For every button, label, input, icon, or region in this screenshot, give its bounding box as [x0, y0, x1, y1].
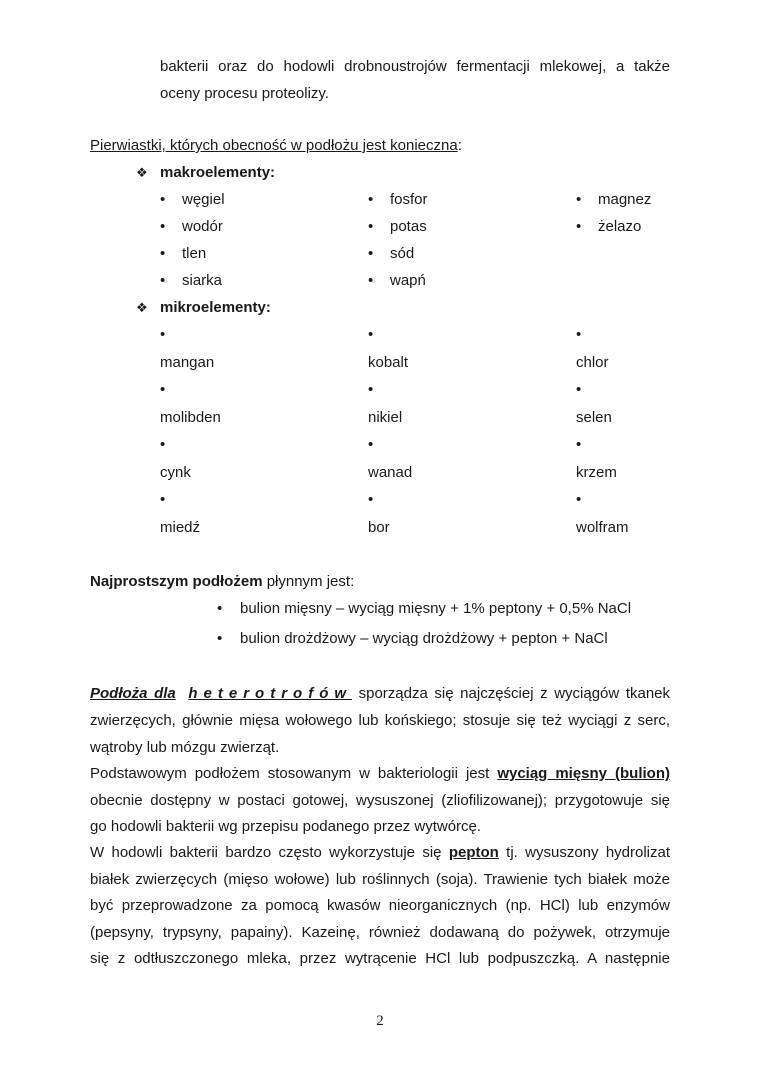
bullet-dot-icon: •: [576, 436, 582, 453]
list-item: nikiel: [368, 409, 403, 426]
list-item: chlor: [576, 354, 609, 371]
list-item: żelazo: [598, 218, 642, 235]
bullet-dot-icon: •: [576, 191, 582, 208]
p1-line-2: zwierzęcych, głównie mięsa wołowego lub końskiego; stosuje się też wyciągi z serc,: [90, 712, 670, 729]
bullet-dot-icon: •: [217, 630, 223, 647]
p2-line-1: Podstawowym podłożem stosowanym w bakteriologii jest wyciąg mięsny (bulion): [90, 765, 670, 782]
list-item: krzem: [576, 464, 617, 481]
bullet-dot-icon: •: [368, 191, 374, 208]
bullet-dot-icon: •: [576, 218, 582, 235]
intro-line-2: oceny procesu proteolizy.: [160, 85, 329, 102]
list-item: miedź: [160, 519, 201, 536]
medium-item-1: bulion mięsny – wyciąg mięsny + 1% peptony + 0,5% NaCl: [240, 600, 632, 617]
list-item: mangan: [160, 354, 215, 371]
bullet-dot-icon: •: [368, 245, 374, 262]
bullet-dot-icon: •: [368, 326, 374, 343]
bullet-dot-icon: •: [160, 436, 166, 453]
list-item: siarka: [182, 272, 223, 289]
list-item: selen: [576, 409, 612, 426]
p2-line-3: go hodowli bakterii wg przepisu podanego przez wytwórcę.: [90, 818, 482, 835]
page-number: 2: [376, 1013, 384, 1029]
p3-line-4: (pepsyny, trypsyny, papainy). Kazeinę, również dodawaną do pożywek, otrzymuje: [90, 924, 670, 941]
bullet-dot-icon: •: [160, 272, 166, 289]
list-item: potas: [390, 218, 427, 235]
list-item: fosfor: [390, 191, 428, 208]
bullet-dot-icon: •: [160, 491, 166, 508]
diamond-bullet-icon: ❖: [136, 300, 148, 315]
list-item: magnez: [598, 191, 652, 208]
bullet-dot-icon: •: [368, 381, 374, 398]
list-item: wanad: [368, 464, 413, 481]
list-item: sód: [390, 245, 415, 262]
bullet-dot-icon: •: [160, 191, 166, 208]
list-item: wodór: [182, 218, 223, 235]
p1-line-3: wątroby lub mózgu zwierząt.: [90, 739, 280, 756]
list-item: wolfram: [576, 519, 629, 536]
micro-title: mikroelementy:: [160, 299, 271, 316]
list-item: kobalt: [368, 354, 409, 371]
elements-heading: Pierwiastki, których obecność w podłożu jest konieczna:: [90, 137, 462, 154]
list-item: tlen: [182, 245, 207, 262]
bullet-dot-icon: •: [160, 245, 166, 262]
p3-line-2: białek zwierzęcych (mięso wołowe) lub roślinnych (soja). Trawienie tych białek może: [90, 871, 670, 888]
p3-line-3: być przeprowadzone za pomocą kwasów nieorganicznych (np. HCl) lub enzymów: [90, 897, 670, 914]
bullet-dot-icon: •: [576, 491, 582, 508]
simplest-lead: Najprostszym podłożem płynnym jest:: [90, 573, 355, 590]
list-item: cynk: [160, 464, 191, 481]
list-item: wapń: [390, 272, 426, 289]
diamond-bullet-icon: ❖: [136, 165, 148, 180]
p3-line-1: W hodowli bakterii bardzo często wykorzystuje się pepton tj. wysuszony hydrolizat: [90, 844, 671, 861]
medium-item-2: bulion drożdżowy – wyciąg drożdżowy + pepton + NaCl: [240, 630, 608, 647]
bullet-dot-icon: •: [368, 436, 374, 453]
bullet-dot-icon: •: [576, 381, 582, 398]
bullet-dot-icon: •: [160, 326, 166, 343]
list-item: węgiel: [182, 191, 225, 208]
p3-line-5: się z odtłuszczonego mleka, przez wytrącenie HCl lub podpuszczką. A następnie: [90, 950, 670, 967]
list-item: bor: [368, 519, 390, 536]
intro-line-1: bakterii oraz do hodowli drobnoustrojów fermentacji mlekowej, a także: [160, 58, 670, 75]
bullet-dot-icon: •: [368, 218, 374, 235]
p2-line-2: obecnie dostępny w postaci gotowej, wysuszonej (zliofilizowanej); przygotowuje się: [90, 792, 670, 809]
bullet-dot-icon: •: [576, 326, 582, 343]
bullet-dot-icon: •: [217, 600, 223, 617]
macro-title: makroelementy:: [160, 164, 276, 181]
list-item: molibden: [160, 409, 221, 426]
bullet-dot-icon: •: [368, 272, 374, 289]
p1-line-1: Podłoża dla heterotrofów sporządza się najczęściej z wyciągów tkanek: [90, 685, 671, 702]
bullet-dot-icon: •: [160, 381, 166, 398]
bullet-dot-icon: •: [368, 491, 374, 508]
bullet-dot-icon: •: [160, 218, 166, 235]
